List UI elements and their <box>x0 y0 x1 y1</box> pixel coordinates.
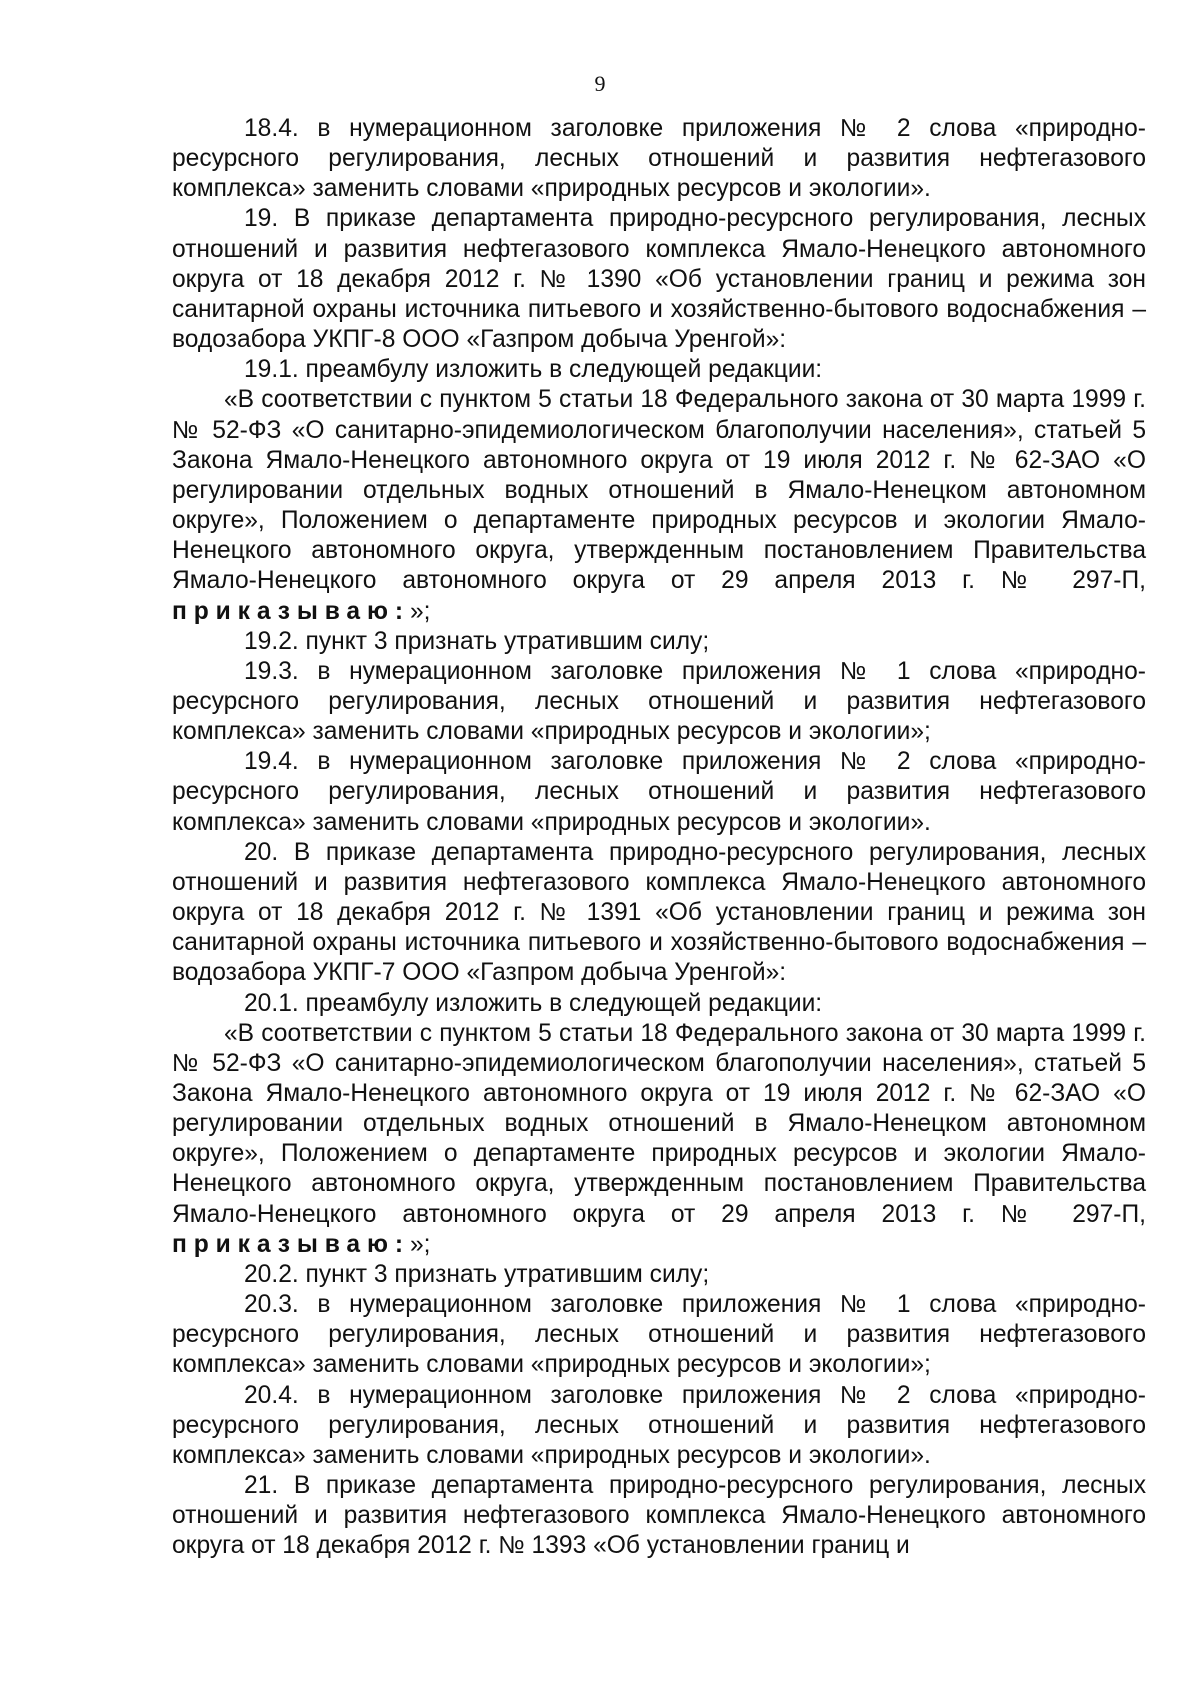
preamble-order-word: приказываю: <box>172 597 410 625</box>
paragraph-20: 20. В приказе департамента природно-ресурсного регулирования, лесных отношений и развития нефтегазового комплекса Ямало-Ненецкого автономного округа от 18 декабря 2012 г. № 1391 «Об установлении границ и режима зон санитарной охраны источника питьевого и хозяйственно-бытового водоснабжения – водозабора УКПГ-7 ООО «Газпром добыча Уренгой»: <box>172 838 1146 987</box>
paragraph-20-3: 20.3. в нумерационном заголовке приложения № 1 слова «природно-ресурсного регулирования, лесных отношений и развития нефтегазового комплекса» заменить словами «природных ресурсов и экологии»; <box>172 1291 1146 1379</box>
paragraph-19-4: 19.4. в нумерационном заголовке приложения № 2 слова «природно-ресурсного регулирования, лесных отношений и развития нефтегазового комплекса» заменить словами «природных ресурсов и экологии». <box>172 748 1146 836</box>
paragraph-20-2: 20.2. пункт 3 признать утратившим силу; <box>244 1260 710 1288</box>
paragraph-21: 21. В приказе департамента природно-ресурсного регулирования, лесных отношений и развития нефтегазового комплекса Ямало-Ненецкого автономного округа от 18 декабря 2012 г. № 1393 «Об установлении границ и <box>172 1472 1146 1560</box>
paragraph-19: 19. В приказе департамента природно-ресурсного регулирования, лесных отношений и развития нефтегазового комплекса Ямало-Ненецкого автономного округа от 18 декабря 2012 г. № 1390 «Об установлении границ и режима зон санитарной охраны источника питьевого и хозяйственно-бытового водоснабжения – водозабора УКПГ-8 ООО «Газпром добыча Уренгой»: <box>172 205 1146 354</box>
paragraph-18-4: 18.4. в нумерационном заголовке приложения № 2 слова «природно-ресурсного регулирования, лесных отношений и развития нефтегазового комплекса» заменить словами «природных ресурсов и экологии». <box>172 115 1146 203</box>
preamble-text: «В соответствии с пунктом 5 статьи 18 Федерального закона от 30 марта 1999 г. № 52-ФЗ «О санитарно-эпидемиологическом благополучии населения», статьей 5 Закона Ямало-Ненецкого автономного округа от 19 июля 2012 г. № 62-ЗАО «О регулировании отдельных водных отношений в Ямало-Ненецком автономном округе», Положением о департаменте природных ресурсов и экологии Ямало-Ненецкого автономного округа, утвержденным постановлением Правительства Ямало-Ненецкого автономного округа от 29 апреля 2013 г. № 297-П, <box>172 1019 1146 1228</box>
paragraph-20-4: 20.4. в нумерационном заголовке приложения № 2 слова «природно-ресурсного регулирования, лесных отношений и развития нефтегазового комплекса» заменить словами «природных ресурсов и экологии». <box>172 1381 1146 1469</box>
paragraph-19-1-preamble <box>172 385 1146 626</box>
preamble-text: «В соответствии с пунктом 5 статьи 18 Федерального закона от 30 марта 1999 г. № 52-ФЗ «О санитарно-эпидемиологическом благополучии населения», статьей 5 Закона Ямало-Ненецкого автономного округа от 19 июля 2012 г. № 62-ЗАО «О регулировании отдельных водных отношений в Ямало-Ненецком автономном округе», Положением о департаменте природных ресурсов и экологии Ямало-Ненецкого автономного округа, утвержденным постановлением Правительства Ямало-Ненецкого автономного округа от 29 апреля 2013 г. № 297-П, <box>172 386 1146 595</box>
preamble-tail: »; <box>409 1230 431 1258</box>
paragraph-19-3: 19.3. в нумерационном заголовке приложения № 1 слова «природно-ресурсного регулирования, лесных отношений и развития нефтегазового комплекса» заменить словами «природных ресурсов и экологии»; <box>172 657 1146 746</box>
page-number: 9 <box>594 71 606 96</box>
preamble-order-word: приказываю: <box>172 1230 410 1258</box>
paragraph-19-1: 19.1. преамбулу изложить в следующей редакции: <box>244 356 823 384</box>
paragraph-19-2: 19.2. пункт 3 признать утратившим силу; <box>244 627 710 655</box>
preamble-tail: »; <box>409 597 431 625</box>
document-body <box>172 114 1146 1562</box>
paragraph-20-1: 20.1. преамбулу изложить в следующей редакции: <box>244 989 823 1017</box>
paragraph-20-1-preamble <box>172 1019 1146 1260</box>
